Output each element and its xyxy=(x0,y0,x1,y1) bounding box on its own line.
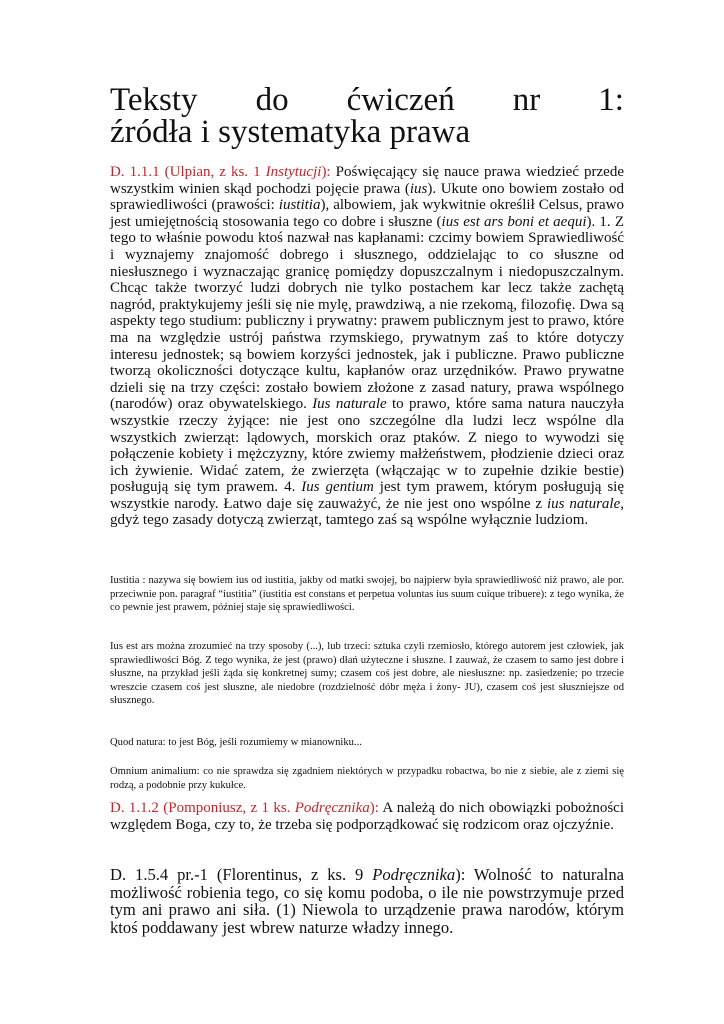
florentinus-passage xyxy=(110,866,624,936)
passage-text: Wolność to naturalna możliwość robienia tego, co się komu podoba, o ile nie powstrzymuje przed tym ani prawo ani siła. (1) Niewola to urządzenie prawa narodów, którym ktoś poddawany jest wbrew naturze władzy innego. xyxy=(110,865,624,937)
title-word: Teksty xyxy=(110,82,198,118)
source-reference xyxy=(110,865,465,884)
reference-text: D. 1.1.2 (Pomponiusz, z 1 ks. xyxy=(110,800,295,816)
reference-work-title: Podręcznika xyxy=(294,800,370,816)
passage-text: A należą do nich obowiązki pobożności względem Boga, czy to, że trzeba się podporządkować się rodzicom oraz ojczyźnie. xyxy=(110,800,625,833)
passage-text: ). Ukute ono bowiem zostało od sprawiedliwości (prawości: xyxy=(110,180,625,214)
source-reference xyxy=(110,800,379,816)
gloss-note: Ius est ars można zrozumieć na trzy sposoby (...), lub trzeci: sztuka czyli rzemiosło, którego autorem jest człowiek, jak sprawiedliwości Bóg. Z tego wynika, że jest (prawo) dłań użyteczne i słuszne. I zauważ, że czasem to samo jest dobre i słuszne, na przykład jeśli żąda się konkretnej sumy; czasem coś jest dobre, ale niesłuszne: np. zasiedzenie; po trzecie wreszcie czasem coś jest słuszne, ale niedobre (rozdzielność dóbr męża i żony- JU), czasem coś jest słuszniejsze od słusznego. xyxy=(110,641,624,707)
title-line-1 xyxy=(110,84,624,116)
reference-end: ): xyxy=(369,800,379,816)
ulpian-passage xyxy=(110,164,624,529)
title-line-2: źródła i systematyka prawa xyxy=(110,114,471,150)
source-reference xyxy=(110,164,331,180)
passage-text: , gdyż tego zasady dotyczą zwierząt, tamtego zaś są wspólne wyłącznie ludziom. xyxy=(110,495,624,529)
title-word: nr xyxy=(512,82,541,118)
passage-text: to prawo, które sama natura nauczyła wszystkie rzeczy żyjące: nie jest ono szczególne dla ludzi lecz wspólne dla wszystkich zwierząt: lądowych, morskich oraz ptaków. Z niego to wywodzi się połączenie kobiety i mężczyzny, które zwiemy małżeństwem, płodzienie dzieci oraz ich żywienie. Widać zatem, że zwierzęta (włączając w to zupełnie dzikie bestie) posługują się tym prawem. 4. xyxy=(110,396,624,496)
latin-term: Ius naturale xyxy=(312,396,387,413)
latin-term: ius xyxy=(409,180,428,197)
passage-text: ), albowiem, jak wykwitnie określił Celsus, prawo jest umiejętnością stosowania tego co dobre i słuszne ( xyxy=(110,197,625,230)
gloss-note: Quod natura: to jest Bóg, jeśli rozumiemy w mianowniku... xyxy=(110,737,362,748)
latin-term: ius est ars boni et aequi xyxy=(441,213,587,230)
passage-text: Poświęcający się nauce prawa wiedzieć przede wszystkim winien skąd pochodzi pojęcie prawa ( xyxy=(110,164,624,197)
latin-term: ius naturale xyxy=(547,495,621,512)
pomponius-passage xyxy=(110,800,624,833)
reference-text: D. 1.1.1 (Ulpian, z ks. 1 xyxy=(110,164,266,180)
passage-text: jest tym prawem, którym posługują się wszystkie narody. Łatwo daje się zauważyć, że nie jest ono wspólne z xyxy=(110,479,624,512)
reference-work-title: Podręcznika xyxy=(372,865,456,884)
gloss-note: Omnium animalium: co nie sprawdza się zgadniem niektórych w przypadku robactwa, bo nie z siebie, ale z ziemi się rodzą, a podobnie przy kukułce. xyxy=(110,766,624,791)
passage-text: ). 1. Z tego to właśnie powodu ktoś nazwał nas kapłanami: czcimy bowiem Sprawiedliwość i wyznajemy znajomość dobrego i słusznego, oddzielając to co słuszne od niesłusznego i wyznaczając granicę pomiędzy dopuszczalnym i niedopuszczalnym. Chcąc także tworzyć ludzi dobrych nie tylko postachem kar lecz także zachętą nagród, praktykujemy jeśli się nie mylę, prawdziwą, a nie rzekomą, filozofię. Dwa są aspekty tego studium: publiczny i prywatny: prawem publicznym jest to prawo, które ma na względzie ustrój państwa rzymskiego, prywatnym zaś to które dotyczy interesu jednostek; są bowiem korzyści jednostek, jak i publiczne. Prawo publiczne tworzą okoliczności dotyczące kultu, kapłanów oraz urzędników. Prawo prywatne dzieli się na trzy części: zostało bowiem złożone z zasad natury, prawa wspólnego (narodów) oraz obywatelskiego. xyxy=(110,213,624,413)
latin-term: Ius gentium xyxy=(301,479,374,496)
title-word: do xyxy=(255,82,289,118)
gloss-note: Iustitia : nazywa się bowiem ius od iustitia, jakby od matki swojej, bo najpierw była sprawiedliwość niż prawo, ale por. przeciwnie pon. paragraf “iustitia” (iustitia est constans et perpetua voluntas ius suum cuique tribuere): z tego wynika, że co pewnie jest prawem, później staje się sprawiedliwości. xyxy=(110,575,624,614)
reference-end: ): xyxy=(455,865,466,884)
page-title xyxy=(110,84,624,148)
title-word: 1: xyxy=(598,82,624,118)
latin-term: iustitia xyxy=(278,197,321,214)
title-word: ćwiczeń xyxy=(346,82,455,118)
reference-work-title: Instytucji xyxy=(265,164,322,180)
reference-text: D. 1.5.4 pr.-1 (Florentinus, z ks. 9 xyxy=(110,865,373,884)
reference-end: ): xyxy=(321,164,331,180)
